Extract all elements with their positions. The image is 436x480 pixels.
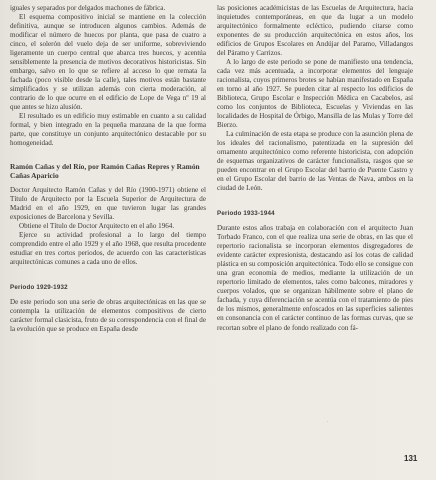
paragraph: El resultado es un edificio muy estimable en cuanto a su calidad formal, y bien integrado en la pequeña manzana de la que forma parte, que constituye un conjunto arquitectónico destacable por su homogeneidad. — [10, 112, 206, 148]
page-speck: . — [327, 418, 329, 424]
period-heading: Periodo 1929-1932 — [10, 284, 68, 292]
right-column — [217, 4, 413, 333]
paragraph: El esquema compositivo inicial se mantiene en la colección definitiva, aunque se introducen algunos cambios. Además de modificar el número de huecos por planta, que pasa de cuatro a cinco, el solerón del vuelo deja de ser uniforme, sobreviviendo ligeramente un cuerpo central que abarca tres huecos, y acentúa sensiblemente la presencia de motivos decorativos historicistas. Sin embargo, salvo en lo que se refiere al acceso lo que remata la fachada (poco visible desde la calle), tales motivos están bastante simplificados y se utilizan además con cierta moderación, al contrario de lo que ocurre en el edificio de Lope de Vega nº 19 al que antes se hizo alusión. — [10, 13, 206, 112]
left-column — [10, 4, 206, 334]
paragraph: Durante estos años trabaja en colaboración con el arquitecto Juan Torbado Franco, con el que realiza una serie de obras, en las que el repertorio racionalista se incorporan elementos disgregadores de evidente carácter expresionista, destacando así los cotas de calidad plástica en su composición arquitectónica. Todo ello se consigue con una gran economía de medios, mediante la utilización de un repertorio limitado de elementos, tales como balcones, miradores y cuerpos volados, que se organizan hábilmente sobre el plano de fachada, y cuya diferenciación se acentúa con el tratamiento de pies de los mismos, generalmente enfoscados en las superficies salientes en consonancia con el carácter continuo de las formas curvas, que se recortan sobre el plano de fondo realizado con fá- — [217, 224, 413, 332]
paragraph: De este periodo son una serie de obras arquitectónicas en las que se contempla la utilización de elementos compositivos de cierto carácter formal clasicista, fruto de su correspondencia con el final de la evolución que se produce en España desde — [10, 298, 206, 334]
paragraph: Obtiene el Título de Doctor Arquitecto en el año 1964. — [19, 222, 175, 231]
paragraph: Ejerce su actividad profesional a lo largo del tiempo comprendido entre el año 1929 y el año 1968, que resulta procedente estudiar en tres cortos periodos, de acuerdo con las características arquitectónicas comunes a cada uno de ellos. — [10, 231, 206, 267]
section-heading: Ramón Cañas y del Río, por Ramón Cañas Repres y Ramón Cañas Aparicio — [10, 162, 200, 181]
period-heading: Periodo 1933-1944 — [217, 210, 275, 218]
paragraph: A lo largo de este periodo se pone de manifiesto una tendencia, cada vez más acentuada, a incorporar elementos del lenguaje racionalista, cuyos primeros brotes se habían manifestado en España en torno al año 1927. Se pueden citar al respecto los edificios de Biblioteca, Grupo Escolar e Inspección Médica en Cacabelos, así como los conjuntos de Biblioteca, Escuelas y Viviendas en las localidades de Hospital de Órbigo, Mansilla de las Mulas y Torre del Bierzo. — [217, 58, 413, 130]
page-number: 131 — [404, 454, 418, 463]
paragraph: La culminación de esta etapa se produce con la asunción plena de los ideales del racionalismo, patentizada en la supresión del ornamento arquitectónico como referente historicista, con adopción de esquemas organizativos de carácter funcionalista, rasgos que se pueden encontrar en el Grupo Escolar del barrio de Puente Castro y en el Grupo Escolar del barrio de las Ventas de Nava, ambos en la ciudad de León. — [217, 130, 413, 193]
paragraph: Doctor Arquitecto Ramón Cañas y del Río (1900-1971) obtiene el Título de Arquitecto por la Escuela Superior de Arquitectura de Madrid en el año 1929, en que tuvieron lugar las grandes exposiciones de Barcelona y Sevilla. — [10, 186, 206, 222]
paragraph: las posiciones académicistas de las Escuelas de Arquitectura, hacia inquietudes contemporáneas, en que da lugar a un modelo arquitectónico formalmente ecléctico, pudiendo citarse como exponentes de su producción arquitectónica en estos años, los edificios de Grupos Escolares en Andújar del Paramo, Villadangos del Páramo y Carrizos. — [217, 4, 413, 58]
paragraph: iguales y separados por delgados machones de fábrica. — [10, 4, 166, 12]
